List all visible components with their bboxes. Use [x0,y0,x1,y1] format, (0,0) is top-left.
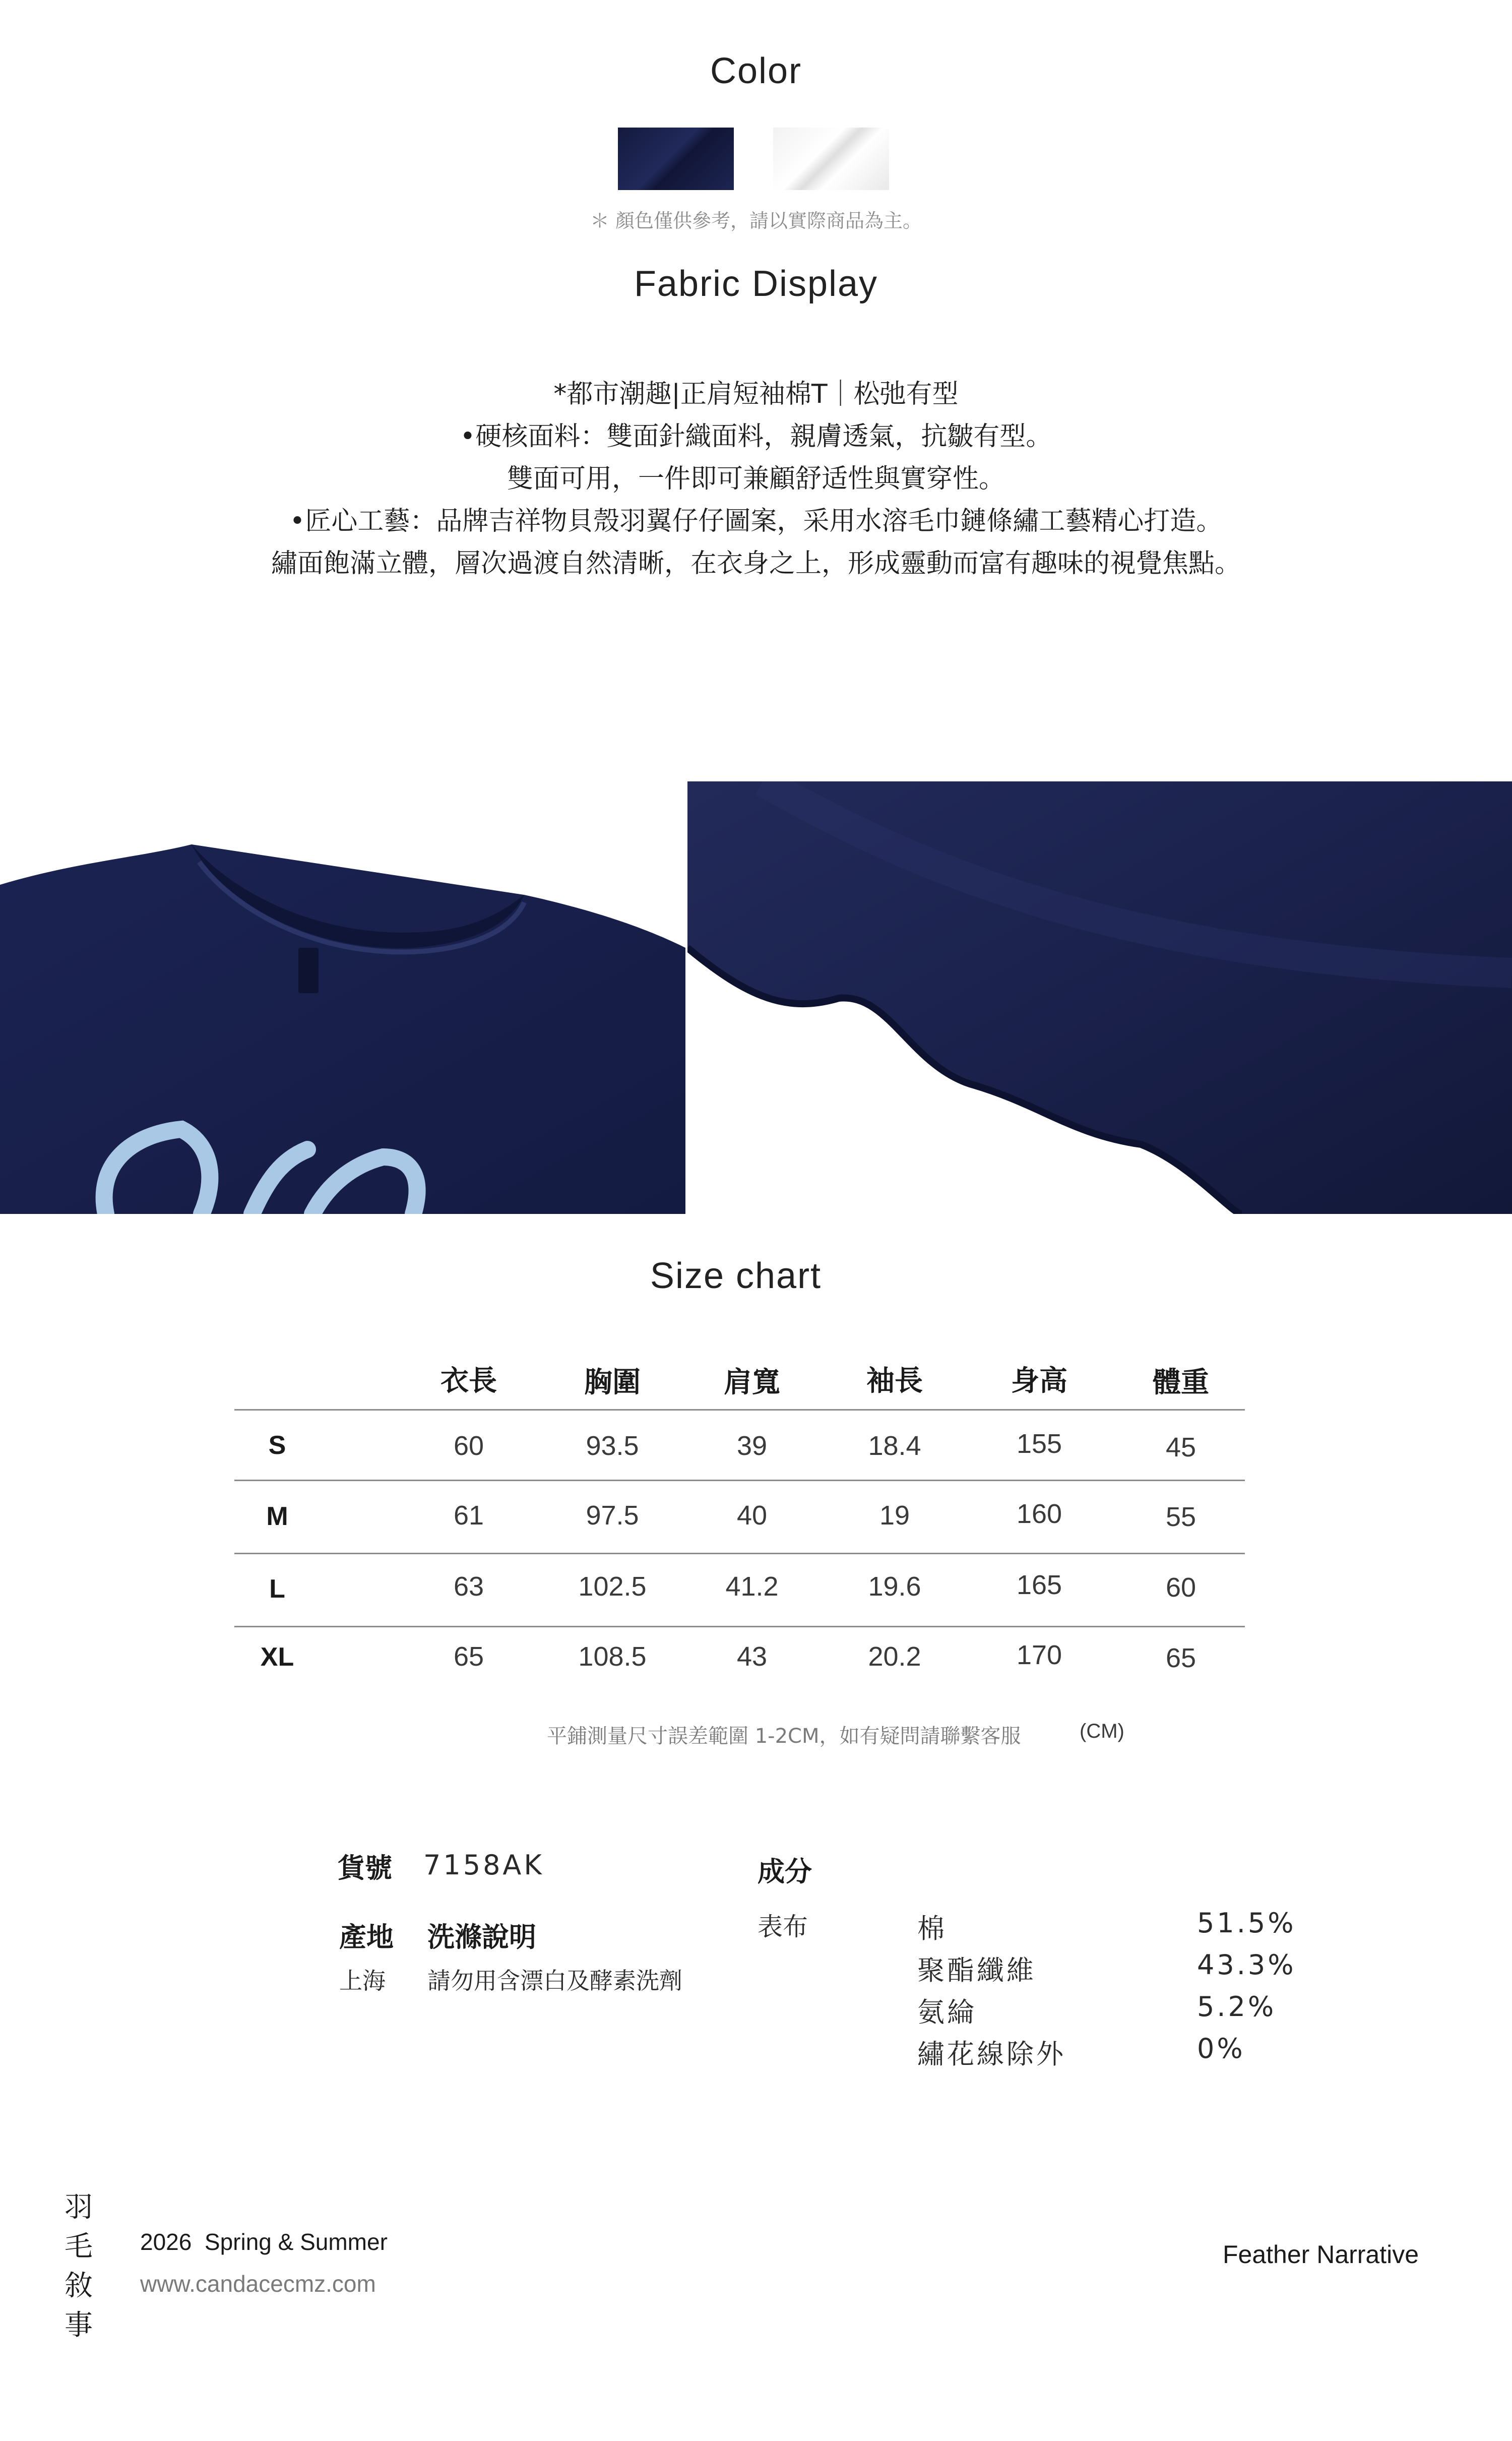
brand-char: 敘 [65,2270,93,2302]
fabric-title: Fabric Display [634,264,878,304]
material-percent: 43.3% [1197,1949,1296,1981]
size-label: XL [260,1642,294,1672]
cell-height: 160 [1016,1499,1062,1529]
fabric-line: 雙面可用，一件即可兼顧舒适性與實穿性。 [507,464,1005,494]
cell-sleeve: 19 [879,1500,910,1531]
item-no-value: 7158AK [423,1849,544,1881]
cell-weight: 65 [1165,1643,1196,1673]
material-percent: 5.2% [1197,1991,1277,2023]
collar-photo [0,781,685,1214]
size-label: M [266,1502,288,1531]
fabric-line: •硬核面料：雙面針織面料，親膚透氣，抗皺有型。 [460,421,1052,452]
composition-label: 成分 [758,1856,812,1887]
footer-season: 2026 Spring & Summer [140,2229,388,2255]
cell-chest: 108.5 [578,1641,647,1672]
table-divider [234,1409,1245,1411]
col-header-height: 身高 [1011,1365,1067,1397]
size-chart-title: Size chart [650,1256,822,1296]
cell-weight: 60 [1165,1572,1196,1603]
cell-length: 61 [453,1500,484,1531]
cell-chest: 102.5 [578,1571,647,1602]
origin-label: 產地 [339,1921,394,1953]
cell-shoulder: 40 [736,1500,768,1531]
col-header-chest: 胸圍 [584,1366,641,1399]
material-name: 氨綸 [917,1996,977,2028]
color-title: Color [710,51,802,91]
cell-sleeve: 19.6 [868,1571,921,1602]
cell-chest: 97.5 [586,1500,639,1531]
col-header-length: 衣長 [440,1365,497,1397]
col-header-shoulder: 肩寬 [724,1366,780,1399]
fabric-label: 表布 [758,1912,808,1941]
material-percent: 0% [1197,2033,1245,2064]
material-percent: 51.5% [1197,1907,1296,1939]
color-note: ＊ 顏色僅供參考，請以實際商品為主。 [590,210,922,232]
footer-url[interactable]: www.candacecmz.com [140,2271,376,2297]
table-divider [234,1626,1245,1627]
footer-tagline: Feather Narrative [1223,2240,1419,2269]
cell-shoulder: 39 [736,1431,768,1461]
col-header-weight: 體重 [1153,1366,1209,1399]
cell-height: 165 [1016,1570,1062,1600]
brand-char: 毛 [65,2230,93,2263]
brand-vertical [64,2188,94,2345]
table-divider [234,1553,1245,1554]
white-swatch[interactable] [773,128,889,190]
size-chart-note: 平鋪測量尺寸誤差範圍 1-2CM，如有疑問請聯繫客服 [547,1725,1021,1748]
size-label: L [269,1574,285,1604]
material-name: 繡花線除外 [917,2038,1066,2070]
wash-label: 洗滌說明 [427,1921,536,1953]
cell-shoulder: 43 [736,1641,768,1672]
fabric-description [0,373,1512,585]
col-header-sleeve: 袖長 [866,1365,923,1397]
size-label: S [268,1431,286,1460]
cell-height: 170 [1016,1640,1062,1670]
fabric-line: •匠心工藝：品牌吉祥物貝殼羽翼仔仔圖案，采用水溶毛巾鏈條繡工藝精心打造。 [289,506,1223,536]
brand-char: 事 [65,2309,93,2342]
material-name: 棉 [917,1913,947,1944]
cell-weight: 55 [1165,1502,1196,1532]
material-name: 聚酯纖維 [917,1955,1036,1986]
origin-value: 上海 [339,1967,386,1994]
fabric-drape-photo [687,781,1512,1214]
cell-sleeve: 20.2 [868,1641,921,1672]
wash-value: 請勿用含漂白及酵素洗劑 [427,1967,682,1994]
item-no-label: 貨號 [338,1852,392,1884]
size-chart-unit: (CM) [1080,1720,1124,1742]
cell-length: 63 [453,1571,484,1602]
navy-swatch[interactable] [618,128,734,190]
cell-length: 60 [453,1431,484,1461]
fabric-line: 繡面飽滿立體，層次過渡自然清晰，在衣身之上，形成靈動而富有趣味的視覺焦點。 [271,548,1241,579]
cell-height: 155 [1016,1429,1062,1459]
cell-length: 65 [453,1641,484,1672]
table-divider [234,1480,1245,1481]
fabric-line: *都市潮趣|正肩短袖棉T｜松弛有型 [553,379,959,409]
cell-shoulder: 41.2 [725,1571,779,1602]
cell-chest: 93.5 [586,1431,639,1461]
cell-sleeve: 18.4 [868,1431,921,1461]
brand-char: 羽 [65,2191,93,2224]
cell-weight: 45 [1165,1432,1196,1462]
